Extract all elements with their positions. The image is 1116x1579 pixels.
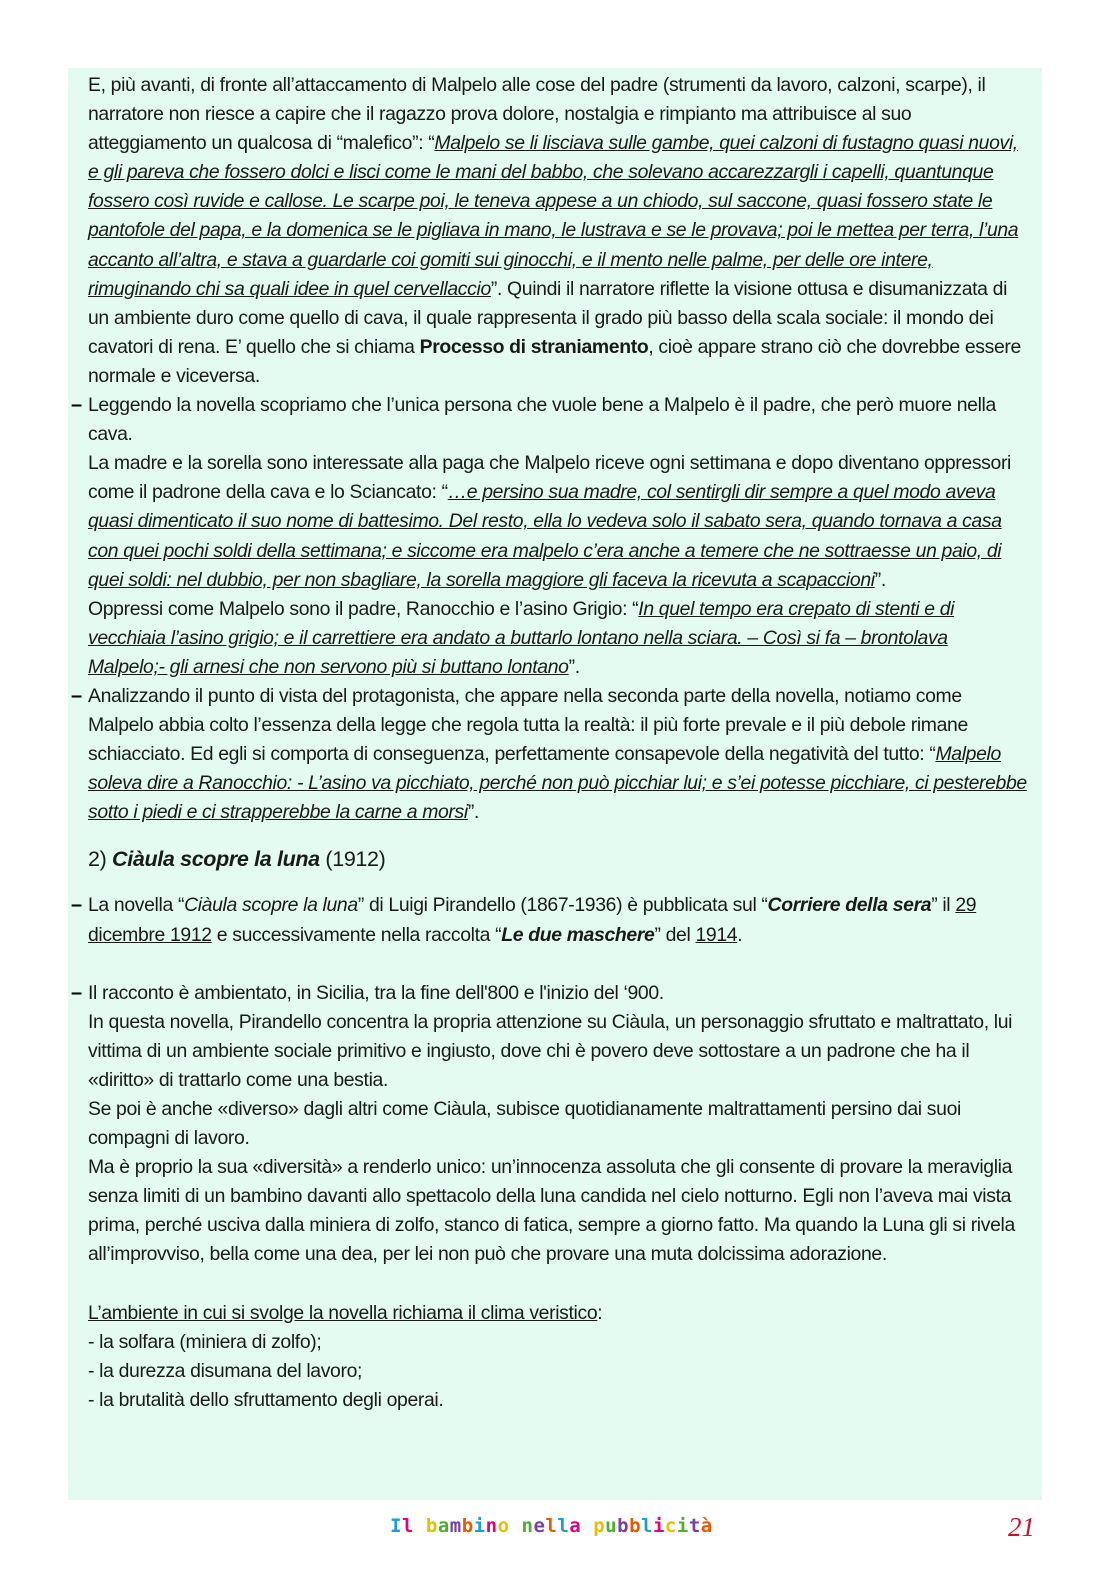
paragraph-straniamento: E, più avanti, di fronte all’attaccamento di Malpelo alle cose del padre (strumenti da lavoro, calzoni, scarpe), il narratore non riesce a capire che il ragazzo prova dolore, nostalgia e rimpianto ma attribuisce al suo atteggiamento un qualcosa di “malefico”: “Malpelo se li lisciava sulle gambe, quei calzoni di fustagno quasi nuovi, e gli pareva che fossero dolci e lisci come le mani del babbo, che solevano accarezzargli i capelli, quantunque fossero così ruvide e callose. Le scarpe poi, le teneva appese a un chiodo, sul saccone, quasi fossero state le pantofole del papa, e la domenica se le pigliava in mano, le lustrava e se le provava; poi le mettea per terra, l’una accanto all’altra, e stava a guardarle coi gomiti sui ginocchi, e il mento nelle palme, per delle ore intere, rimuginando chi sa quali idee in quel cervellaccio”. Quindi il narratore riflette la visione ottusa e disumanizzata di un ambiente duro come quello di cava, il quale rappresenta il grado più basso della scala sociale: il mondo dei cavatori di rena. E’ quello che si chiama Processo di straniamento, cioè appare strano ciò che dovrebbe essere normale e viceversa. [88,74,1021,387]
quote-malpelo-calzoni: Malpelo se li lisciava sulle gambe, quei calzoni di fustagno quasi nuovi, e gli pareva che fossero dolci e lisci come le mani del babbo, che solevano accarezzargli i capelli, quantunque fossero così ruvide e callose. Le scarpe poi, le teneva appese a un chiodo, sul saccone, quasi fossero state le pantofole del papa, e la domenica se le pigliava in mano, le lustrava e se le provava; poi le mettea per terra, l’una accanto all’altra, e stava a guardarle coi gomiti sui ginocchi, e il mento nelle palme, per delle ore intere, rimuginando chi sa quali idee in quel cervellaccio [88,132,1019,300]
quote-asino-grigio: In quel tempo era crepato di stenti e di vecchiaia l’asino grigio; e il carrettiere era andato a buttarlo lontano nella sciara. – Così si fa – brontolava Malpelo;- gli arnesi che non servono più si buttano lontano [88,597,955,678]
quote-madre: …e persino sua madre, col sentirgli dir sempre a quel modo aveva quasi dimenticato il suo nome di battesimo. Del resto, ella lo vedeva solo il sabato sera, quando tornava a casa con quei pochi soldi della settimana; e siccome era malpelo c’era anche a temere che ne sottraesse un paio, di quei soldi: nel dubbio, per non sbagliare, la sorella maggiore gli faceva la ricevuta a scapaccioni [88,481,1002,591]
environment-item: - la brutalità dello sfruttamento degli operai. [88,1388,444,1411]
term-straniamento: Processo di straniamento [419,335,649,358]
paragraph-diverso: Se poi è anche «diverso» dagli altri come Ciàula, subisce quotidianamente maltrattamenti persino dai suoi compagni di lavoro. [88,1098,961,1150]
page-text [88,71,1028,1415]
environment-item: - la solfara (miniera di zolfo); [88,1330,322,1353]
footer-publication-title: Il bambino nella pubblicità [390,1515,713,1537]
bullet-punto-di-vista: – Analizzando il punto di vista del protagonista, che appare nella seconda parte della novella, notiamo come Malpelo abbia colto l’essenza della legge che regola tutta la realtà: il più forte prevale e il più debole rimane schiacciato. Ed egli si comporta di conseguenza, perfettamente consapevole della negatività del tutto: “Malpelo soleva dire a Ranocchio: - L’asino va picchiato, perché non può picchiar lui; e s’ei potesse picchiare, ci pesterebbe sotto i piedi e ci strapperebbe la carne a morsi”. [88,682,1028,827]
quote-ranocchio: Malpelo soleva dire a Ranocchio: - L’asino va picchiato, perché non può picchiar lui; e s’ei potesse picchiare, ci pesterebbe sotto i piedi e ci strapperebbe la carne a morsi [88,743,1027,824]
page-number: 21 [1008,1512,1035,1542]
environment-item: - la durezza disumana del lavoro; [88,1359,363,1382]
paragraph-luna: Ma è proprio la sua «diversità» a renderlo unico: un’innocenza assoluta che gli consente di provare la meraviglia senza limiti di un bambino davanti allo spettacolo della luna candida nel cielo notturno. Egli non l’aveva mai vista prima, perché usciva dalla miniera di zolfo, stanco di fatica, sempre a giorno fatto. Ma quando la Luna gli si rivela all’improvviso, bella come una dea, per lei non può che provare una muta dolcissima adorazione. [88,1156,1015,1266]
bullet-ambientazione: – Il racconto è ambientato, in Sicilia, tra la fine dell'800 e l'inizio del ‘900. [88,979,1028,1008]
paragraph-madre-sorella: La madre e la sorella sono interessate alla paga che Malpelo riceve ogni settimana e dopo diventano oppressori come il padrone della cava e lo Sciancato: “…e persino sua madre, col sentirgli dir sempre a quel modo aveva quasi dimenticato il suo nome di battesimo. Del resto, ella lo vedeva solo il sabato sera, quando tornava a casa con quei pochi soldi della settimana; e siccome era malpelo c’era anche a temere che ne sottraesse un paio, di quei soldi: nel dubbio, per non sbagliare, la sorella maggiore gli faceva la ricevuta a scapaccioni”. [88,452,1012,591]
environment-heading: L’ambiente in cui si svolge la novella richiama il clima veristico: [88,1301,603,1324]
bullet-padre: – Leggendo la novella scopriamo che l’unica persona che vuole bene a Malpelo è il padre, che però muore nella cava. [88,391,1028,449]
paragraph-ciaula: In questa novella, Pirandello concentra la propria attenzione su Ciàula, un personaggio sfruttato e maltrattato, lui vittima di un ambiente sociale primitivo e ingiusto, dove chi è povero deve sottostare a un padrone che ha il «diritto» di trattarlo come una bestia. [88,1010,1013,1091]
section-title: 2) Ciàula scopre la luna (1912) [88,847,386,872]
bullet-pubblicazione: – La novella “Ciàula scopre la luna” di Luigi Pirandello (1867-1936) è pubblicata sul “Corriere della sera” il 29 dicembre 1912 e successivamente nella raccolta “Le due maschere” del 1914. [88,891,1028,949]
paragraph-oppressi: Oppressi come Malpelo sono il padre, Ranocchio e l’asino Grigio: “In quel tempo era crepato di stenti e di vecchiaia l’asino grigio; e il carrettiere era andato a buttarlo lontano nella sciara. – Così si fa – brontolava Malpelo;- gli arnesi che non servono più si buttano lontano”. [88,597,955,678]
